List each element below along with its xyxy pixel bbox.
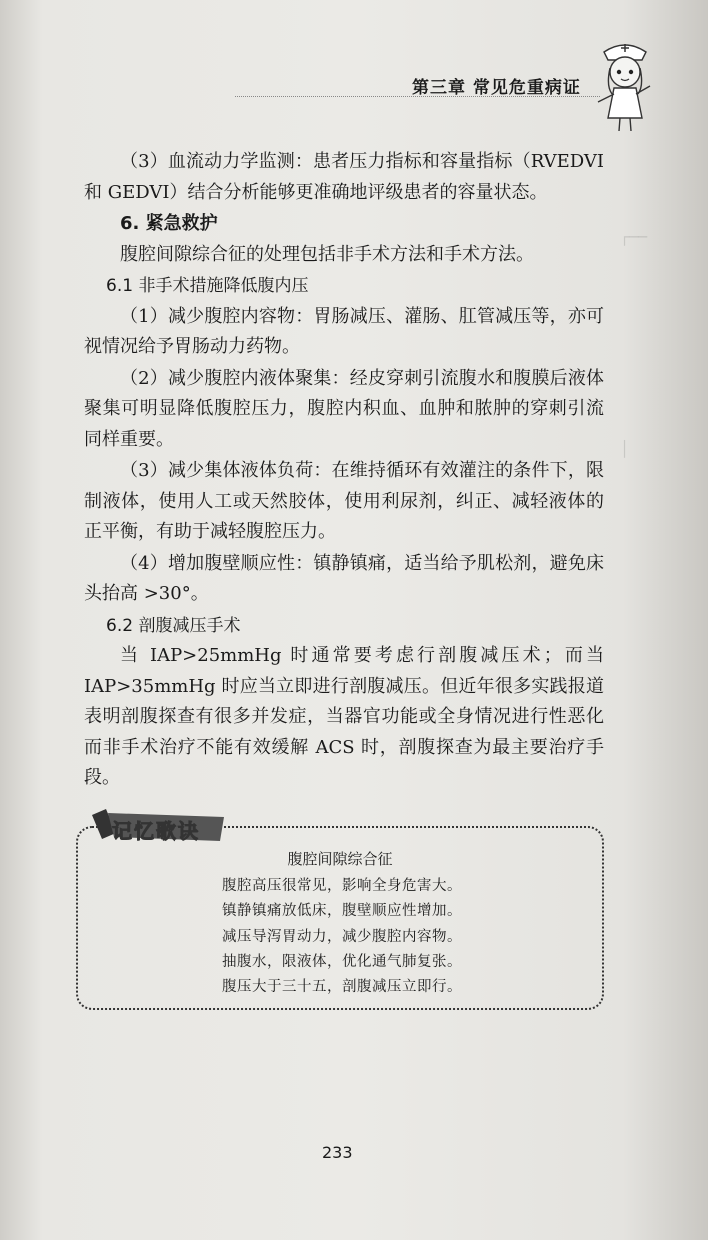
subsection-heading-6-2: 6.2 剖腹减压手术	[106, 615, 241, 636]
poem-line: 腹腔高压很常见，影响全身危害大。	[222, 878, 462, 894]
nurse-mascot-icon	[590, 38, 660, 133]
paragraph-intro: 腹腔间隙综合征的处理包括非手术方法和手术方法。	[120, 243, 534, 265]
paragraph-hemodynamic: （3）血流动力学监测：患者压力指标和容量指标（RVEDVI和 GEDVI）结合分析能够更准确地评级患者的容量状态。	[84, 151, 604, 203]
poem-line: 抽腹水，限液体，优化通气肺复张。	[222, 953, 462, 970]
body-text	[84, 147, 604, 795]
paragraph-item-1: （1）减少腹腔内容物：胃肠减压、灌肠、肛管减压等，亦可视情况给予胃肠动力药物。	[84, 305, 604, 357]
poem-line: 减压导泻胃动力，减少腹腔内容物。	[222, 928, 462, 945]
subsection-heading-6-1: 6.1 非手术措施降低腹内压	[106, 276, 309, 296]
page-number: 233	[322, 1143, 353, 1162]
section-heading-6: 6. 紧急救护	[120, 213, 218, 234]
paragraph-surgery: 当 IAP>25mmHg 时通常要考虑行剖腹减压术；而当 IAP>35mmHg 时应当立即进行剖腹减压。但近年很多实践报道表明剖腹探查有很多并发症，当器官功能或全身情况进行性恶化而非手术治疗不能有效缓解 ACS 时，剖腹探查为最主要治疗手段。	[84, 645, 604, 788]
mnemonic-label: 记忆歌诀	[112, 819, 200, 843]
paragraph-item-3: （3）减少集体液体负荷：在维持循环有效灌注的条件下，限制液体，使用人工或天然胶体，使用利尿剂，纠正、减轻液体的正平衡，有助于减轻腹腔压力。	[84, 460, 604, 542]
bleed-through-mark: │	[620, 440, 630, 458]
paragraph-item-2: （2）减少腹腔内液体聚集：经皮穿刺引流腹水和腹膜后液体聚集可明显降低腹腔压力，腹腔内积血、血肿和脓肿的穿刺引流同样重要。	[84, 367, 604, 450]
poem-line: 腹压大于三十五，剖腹减压立即行。	[222, 979, 462, 996]
mnemonic-poem	[222, 874, 462, 1000]
chapter-header: 第三章 常见危重病证	[412, 78, 581, 98]
poem-line: 镇静镇痛放低床，腹壁顺应性增加。	[222, 903, 462, 920]
mnemonic-title: 腹腔间隙综合征	[287, 850, 393, 868]
paragraph-item-4: （4）增加腹壁顺应性：镇静镇痛，适当给予肌松剂，避免床头抬高 >30°。	[84, 552, 604, 604]
bleed-through-mark: ┌──	[620, 228, 648, 246]
